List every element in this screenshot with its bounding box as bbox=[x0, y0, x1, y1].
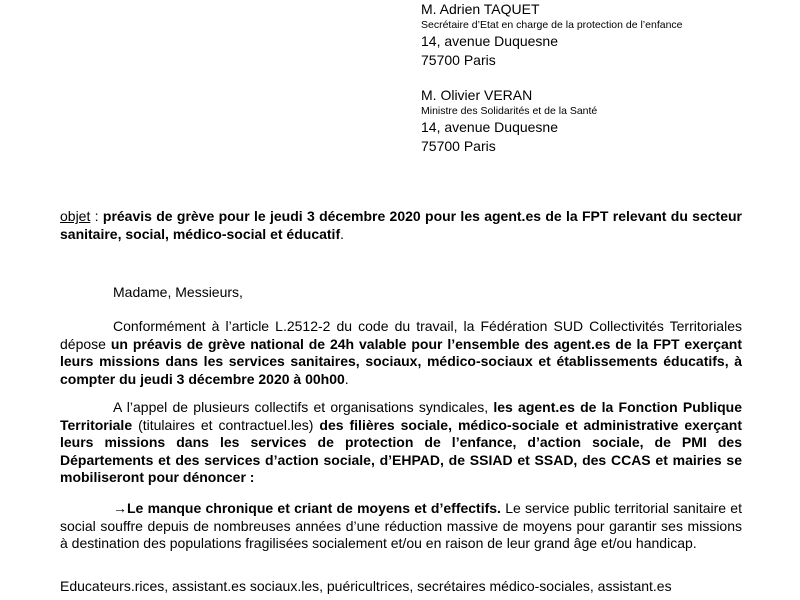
paragraph-2: A l’appel de plusieurs collectifs et organisations syndicales, les agent.es de la Fonction Publique Territoriale (titulaires et contractuel.les) des filières sociale, médico-sociale et administrative exerçant leurs missions dans les services de protection de l’enfance, d’action sociale, de PMI des Départements et des services d’action sociale, d’EHPAD, de SSIAD et SSAD, des CCAS et mairies se mobiliseront pour dénoncer : bbox=[60, 399, 742, 485]
recipient-role: Ministre des Solidarités et de la Santé bbox=[421, 105, 598, 117]
salutation: Madame, Messieurs, bbox=[113, 284, 243, 300]
recipient-role: Secrétaire d’Etat en charge de la protection de l’enfance bbox=[421, 19, 683, 31]
recipient-block-2 bbox=[421, 87, 597, 155]
paragraph-1: Conformément à l’article L.2512-2 du code du travail, la Fédération SUD Collectivités Territoriales dépose un préavis de grève national de 24h valable pour l’ensemble des agent.es de la FPT exerçant leurs missions dans les services sanitaires, sociaux, médico-sociaux et établissements éducatifs, à compter du jeudi 3 décembre 2020 à 00h00. bbox=[60, 318, 742, 387]
recipient-block-1 bbox=[421, 1, 683, 69]
paragraph-3: →Le manque chronique et criant de moyens et d’effectifs. Le service public territorial sanitaire et social souffre depuis de nombreuses années d’une réduction massive de moyens pour garantir ses missions à destination des populations fragilisées socialement et/ou en raison de leur grand âge et/ou handicap. bbox=[60, 500, 742, 551]
subject-label: objet bbox=[60, 208, 91, 224]
recipient-city: 75700 Paris bbox=[421, 51, 496, 68]
recipient-city: 75700 Paris bbox=[421, 137, 496, 154]
recipient-street: 14, avenue Duquesne bbox=[421, 119, 558, 135]
recipient-name: M. Olivier VERAN bbox=[421, 87, 533, 103]
subject-line bbox=[60, 208, 742, 243]
subject-end: . bbox=[340, 225, 344, 242]
recipient-name: M. Adrien TAQUET bbox=[421, 1, 540, 17]
paragraph-4: Educateurs.rices, assistant.es sociaux.les, puéricultrices, secrétaires médico-sociales, assistant.es bbox=[60, 578, 672, 594]
subject-separator: : bbox=[90, 208, 103, 224]
subject-text: préavis de grève pour le jeudi 3 décembre 2020 pour les agent.es de la FPT relevant du secteur sanitaire, social, médico-social et éducatif bbox=[60, 208, 742, 242]
recipient-street: 14, avenue Duquesne bbox=[421, 33, 558, 49]
